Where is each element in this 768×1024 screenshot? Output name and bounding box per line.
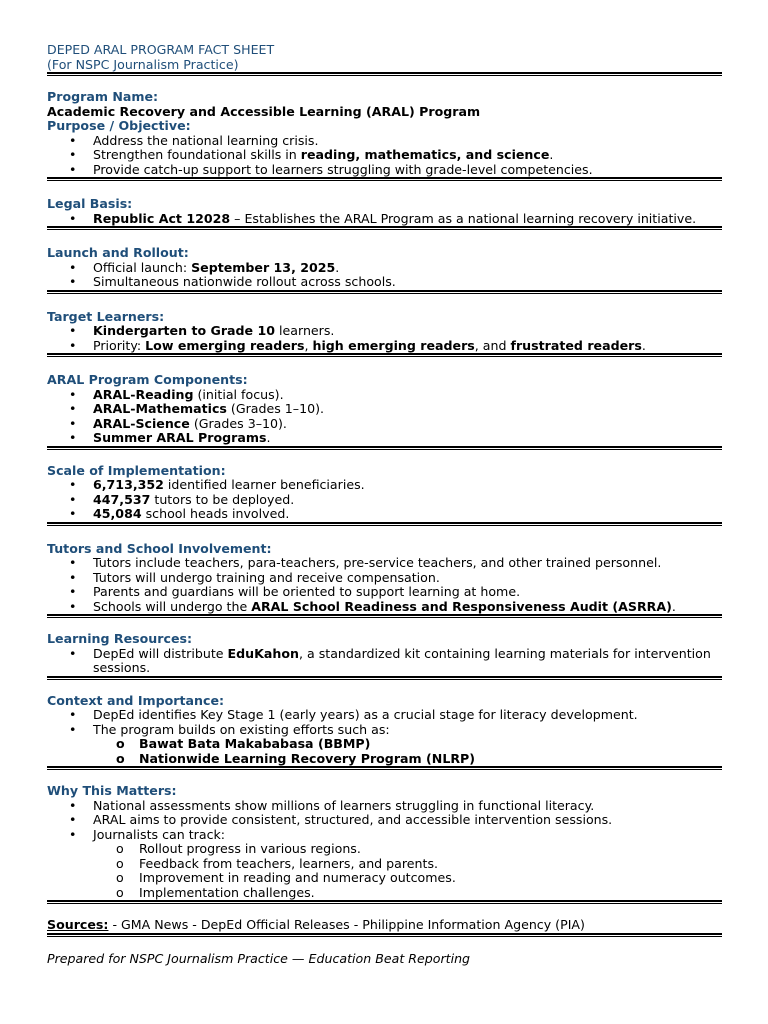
list-item: • DepEd identifies Key Stage 1 (early years) as a crucial stage for literacy development.: [47, 708, 722, 723]
list-item: • Journalists can track:: [47, 828, 722, 843]
divider: [47, 226, 722, 230]
list-item: • Summer ARAL Programs.: [47, 431, 722, 446]
context-list: [47, 708, 722, 766]
prepared-for-footer: Prepared for NSPC Journalism Practice — Education Beat Reporting: [47, 950, 471, 966]
section-heading: Target Learners:: [47, 308, 165, 324]
list-item: • Provide catch-up support to learners struggling with grade-level competencies.: [47, 163, 722, 178]
divider: [47, 900, 722, 904]
list-item: • Strengthen foundational skills in reading, mathematics, and science.: [47, 148, 722, 163]
list-item: • ARAL-Science (Grades 3–10).: [47, 417, 722, 432]
list-item: • Address the national learning crisis.: [47, 134, 722, 149]
fact-sheet: [47, 43, 722, 966]
section-why: [47, 784, 722, 900]
list-item: • 447,537 tutors to be deployed.: [47, 493, 722, 508]
divider: [47, 766, 722, 770]
list-item: • ARAL aims to provide consistent, structured, and accessible intervention sessions.: [47, 813, 722, 828]
sources-text: - GMA News - DepEd Official Releases - Philippine Information Agency (PIA): [108, 917, 585, 932]
legal-list: [47, 212, 722, 227]
list-item: • DepEd will distribute EduKahon, a standardized kit containing learning materials for intervention sessions.: [47, 647, 722, 676]
resources-list: [47, 647, 722, 676]
section-heading: Scale of Implementation:: [47, 462, 226, 478]
section-heading: ARAL Program Components:: [47, 372, 248, 387]
launch-list: [47, 261, 722, 290]
list-item: • Tutors will undergo training and receive compensation.: [47, 571, 722, 586]
sources-label: Sources:: [47, 917, 109, 932]
scale-list: [47, 478, 722, 522]
section-heading: Context and Importance:: [47, 692, 225, 708]
section-heading: Why This Matters:: [47, 783, 177, 798]
section-scale: [47, 464, 722, 522]
list-item: • The program builds on existing efforts such as:: [47, 723, 722, 738]
divider: [47, 177, 722, 181]
list-item: • 6,713,352 identified learner beneficiaries.: [47, 478, 722, 493]
sub-list-item: o Implementation challenges.: [47, 886, 722, 901]
divider: [47, 353, 722, 357]
why-list: [47, 799, 722, 901]
section-components: [47, 373, 722, 446]
list-item: • Schools will undergo the ARAL School Readiness and Responsiveness Audit (ASRRA).: [47, 600, 722, 615]
sub-list-item: o Bawat Bata Makababasa (BBMP): [47, 737, 722, 752]
list-item: • 45,084 school heads involved.: [47, 507, 722, 522]
section-tutors: [47, 542, 722, 615]
list-item: • ARAL-Mathematics (Grades 1–10).: [47, 402, 722, 417]
list-item: • National assessments show millions of learners struggling in functional literacy.: [47, 799, 722, 814]
list-item: • Official launch: September 13, 2025.: [47, 261, 722, 276]
list-item: • Parents and guardians will be oriented to support learning at home.: [47, 585, 722, 600]
tutors-list: [47, 556, 722, 614]
section-heading: Learning Resources:: [47, 631, 193, 646]
sub-list-item: o Improvement in reading and numeracy outcomes.: [47, 871, 722, 886]
doc-subtitle: (For NSPC Journalism Practice): [47, 56, 239, 72]
list-item: • Simultaneous nationwide rollout across schools.: [47, 275, 722, 290]
section-resources: [47, 632, 722, 676]
target-list: [47, 324, 722, 353]
divider: [47, 933, 722, 937]
section-heading: Program Name:: [47, 89, 159, 104]
section-heading: Legal Basis:: [47, 196, 133, 211]
section-program-name: [47, 90, 722, 119]
divider: [47, 290, 722, 294]
list-item: • ARAL-Reading (initial focus).: [47, 388, 722, 403]
sub-list-item: o Nationwide Learning Recovery Program (NLRP): [47, 752, 722, 767]
sources-line: [47, 918, 722, 933]
divider: [47, 676, 722, 680]
list-item: • Priority: Low emerging readers, high emerging readers, and frustrated readers.: [47, 339, 722, 354]
list-item: • Tutors include teachers, para-teachers, pre-service teachers, and other trained personnel.: [47, 556, 722, 571]
section-heading: Purpose / Objective:: [47, 118, 191, 133]
sub-list-item: o Rollout progress in various regions.: [47, 842, 722, 857]
divider: [47, 72, 722, 76]
doc-title: DEPED ARAL PROGRAM FACT SHEET: [47, 42, 275, 57]
program-name-value: Academic Recovery and Accessible Learning (ARAL) Program: [47, 103, 481, 119]
divider: [47, 614, 722, 618]
section-heading: Tutors and School Involvement:: [47, 540, 272, 556]
sub-list-item: o Feedback from teachers, learners, and parents.: [47, 857, 722, 872]
section-launch: [47, 246, 722, 290]
section-context: [47, 694, 722, 767]
section-legal-basis: [47, 197, 722, 226]
purpose-list: [47, 134, 722, 178]
section-heading: Launch and Rollout:: [47, 245, 189, 260]
section-purpose: [47, 119, 722, 177]
components-list: [47, 388, 722, 446]
divider: [47, 522, 722, 526]
list-item: • Kindergarten to Grade 10 learners.: [47, 324, 722, 339]
section-target-learners: [47, 310, 722, 354]
divider: [47, 446, 722, 450]
list-item: • Republic Act 12028 – Establishes the ARAL Program as a national learning recovery initiative.: [47, 212, 722, 227]
